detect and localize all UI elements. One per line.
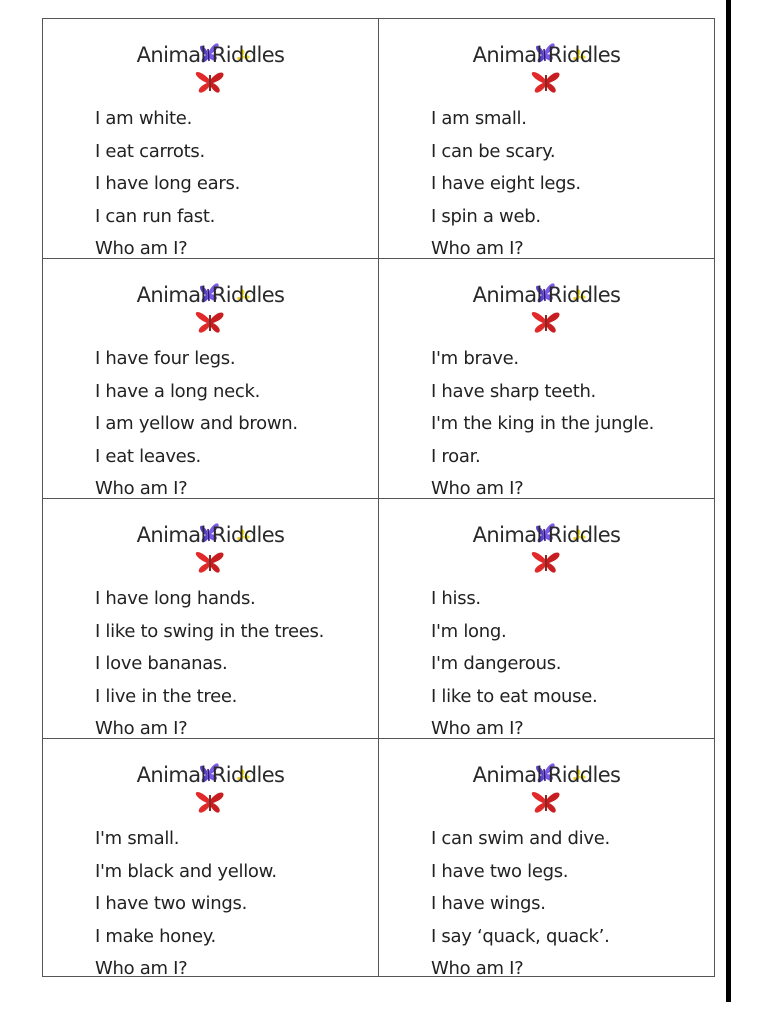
riddle-question: Who am I? xyxy=(95,238,188,259)
riddle-clue: I hiss. xyxy=(431,588,481,609)
riddle-card-grid xyxy=(42,18,715,977)
riddle-clue: I roar. xyxy=(431,445,481,467)
riddle-question: Who am I? xyxy=(431,478,524,499)
riddle-clue: I have sharp teeth. xyxy=(431,380,596,402)
riddle-clue: I can swim and dive. xyxy=(431,828,610,849)
riddle-clue: I have two legs. xyxy=(431,860,569,882)
riddle-clue: I'm brave. xyxy=(431,348,519,369)
riddle-clue: I have a long neck. xyxy=(95,380,261,402)
animal-riddles-logo xyxy=(379,39,714,95)
riddle-clue: I have wings. xyxy=(431,893,546,915)
animal-riddles-logo xyxy=(43,39,378,95)
riddle-card xyxy=(379,499,714,739)
riddle-clue: I can be scary. xyxy=(431,140,556,162)
riddle-lines xyxy=(431,583,597,739)
animal-riddles-logo xyxy=(379,279,714,335)
riddle-clue: I live in the tree. xyxy=(95,685,238,707)
riddle-question: Who am I? xyxy=(95,478,188,499)
riddle-question: Who am I? xyxy=(95,718,188,739)
logo-text: Animal Riddles xyxy=(136,283,285,307)
riddle-lines xyxy=(431,103,581,259)
animal-riddles-logo xyxy=(43,279,378,335)
logo-text: Animal Riddles xyxy=(136,43,285,67)
logo-text: Animal Riddles xyxy=(472,283,621,307)
riddle-clue: I am yellow and brown. xyxy=(95,413,298,435)
riddle-clue: I'm dangerous. xyxy=(431,653,562,675)
riddle-card xyxy=(379,739,714,976)
riddle-card xyxy=(379,19,714,259)
animal-riddles-logo xyxy=(43,519,378,575)
riddle-clue: I make honey. xyxy=(95,925,216,947)
riddle-clue: I can run fast. xyxy=(95,205,216,227)
riddle-clue: I'm small. xyxy=(95,828,180,849)
riddle-clue: I have two wings. xyxy=(95,893,247,915)
riddle-clue: I eat carrots. xyxy=(95,140,205,162)
logo-text: Animal Riddles xyxy=(136,523,285,547)
riddle-lines xyxy=(431,343,654,499)
riddle-question: Who am I? xyxy=(431,718,524,739)
riddle-lines xyxy=(431,823,610,976)
riddle-card xyxy=(379,259,714,499)
riddle-clue: I have eight legs. xyxy=(431,173,581,195)
riddle-clue: I say ‘quack, quack’. xyxy=(431,925,610,947)
riddle-lines xyxy=(95,343,298,499)
logo-text: Animal Riddles xyxy=(472,43,621,67)
riddle-clue: I am small. xyxy=(431,108,527,129)
riddle-lines xyxy=(95,823,277,976)
riddle-question: Who am I? xyxy=(431,238,524,259)
animal-riddles-logo xyxy=(379,519,714,575)
riddle-question: Who am I? xyxy=(431,958,524,976)
logo-text: Animal Riddles xyxy=(136,763,285,787)
riddle-clue: I am white. xyxy=(95,108,193,129)
riddle-lines xyxy=(95,583,324,739)
riddle-lines xyxy=(95,103,240,259)
riddle-clue: I like to eat mouse. xyxy=(431,685,598,707)
riddle-card xyxy=(43,499,379,739)
riddle-clue: I have long hands. xyxy=(95,588,256,609)
riddle-card xyxy=(43,19,379,259)
riddle-clue: I love bananas. xyxy=(95,653,228,675)
riddle-card xyxy=(43,259,379,499)
riddle-clue: I'm long. xyxy=(431,620,507,642)
page-edge-rule xyxy=(726,0,731,1002)
riddle-clue: I eat leaves. xyxy=(95,445,201,467)
riddle-card xyxy=(43,739,379,976)
riddle-clue: I'm black and yellow. xyxy=(95,860,277,882)
logo-text: Animal Riddles xyxy=(472,763,621,787)
animal-riddles-logo xyxy=(379,759,714,815)
logo-text: Animal Riddles xyxy=(472,523,621,547)
riddle-clue: I spin a web. xyxy=(431,205,541,227)
riddle-question: Who am I? xyxy=(95,958,188,976)
riddle-clue: I have four legs. xyxy=(95,348,236,369)
animal-riddles-logo xyxy=(43,759,378,815)
riddle-clue: I have long ears. xyxy=(95,173,240,195)
riddle-clue: I'm the king in the jungle. xyxy=(431,413,655,435)
riddle-clue: I like to swing in the trees. xyxy=(95,620,325,642)
